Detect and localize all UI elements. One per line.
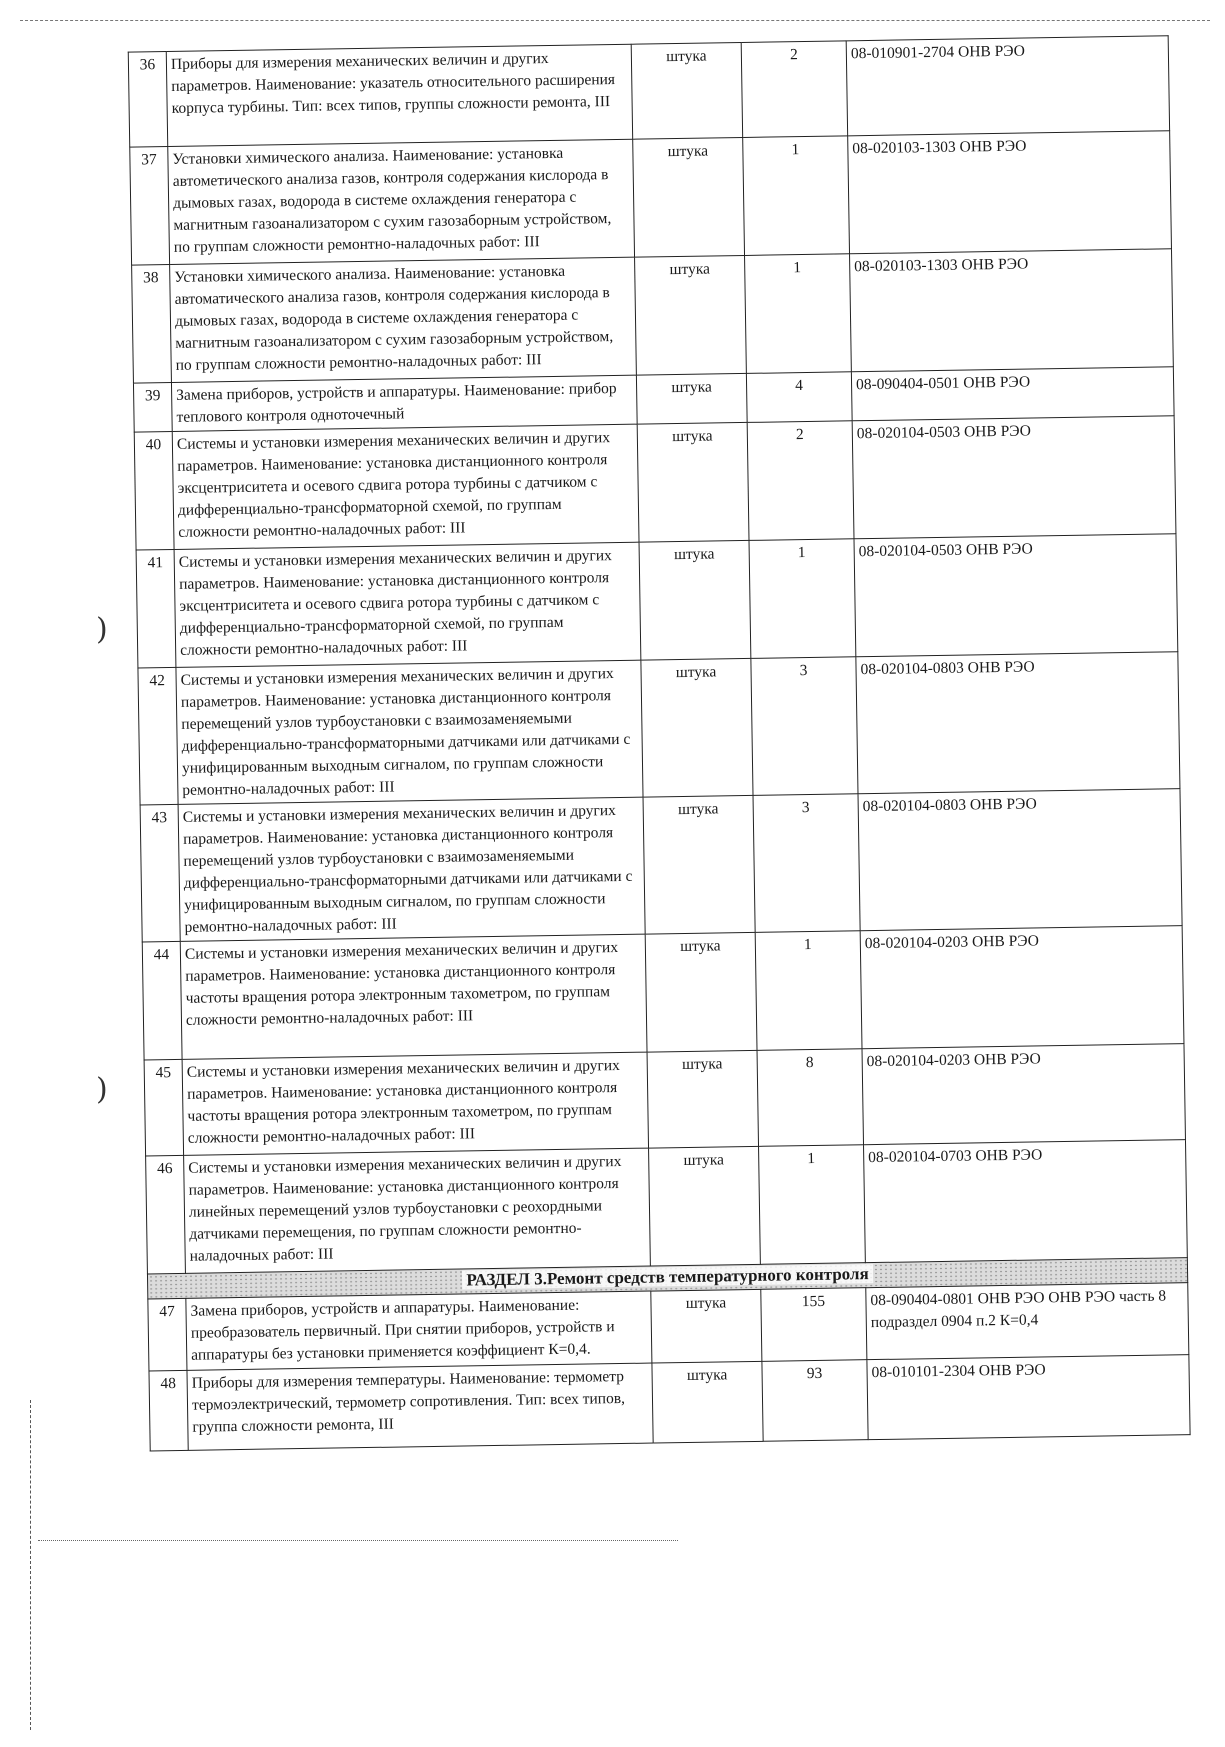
quantity: 4 [746,372,852,423]
item-description: Системы и установки измерения механических величин и других параметров. Наименование: установка дистанционного контроля линейных перемещений узлов турбоустановки с реохордными датчиками перемещения, по группам сложности ремонтно-наладочных работ: III [184,1148,651,1273]
table-row [128,36,1169,147]
quantity: 1 [759,1145,866,1265]
item-description: Замена приборов, устройств и аппаратуры. Наименование: преобразователь первичный. При снятии приборов, устройств и аппаратуры без установки применяется коэффициент К=0,4. [186,1291,652,1370]
unit-of-measure: штука [652,1361,763,1443]
row-number: 48 [149,1370,188,1451]
quantity: 1 [755,931,862,1051]
estimate-table [128,35,1191,1451]
unit-of-measure: штука [645,932,757,1052]
unit-of-measure: штука [637,422,749,542]
norm-code: 08-020103-1303 ОНВ РЭО [848,131,1172,254]
item-description: Замена приборов, устройств и аппаратуры. Наименование: прибор теплового контроля одноточечный [171,375,637,431]
scan-bracket-mark: ) [96,1072,108,1107]
quantity: 155 [761,1288,867,1362]
row-number: 43 [140,804,180,942]
table-row [134,416,1176,550]
item-description: Приборы для измерения механических величин и других параметров. Наименование: указатель относительного расширения корпуса турбины. Тип: всех типов, группы сложности ремонта, III [166,44,632,146]
row-number: 37 [130,147,170,266]
norm-code: 08-020104-0203 ОНВ РЭО [862,1044,1185,1145]
norm-code: 08-090404-0801 ОНВ РЭО ОНВ РЭО часть 8 подраздел 0904 п.2 К=0,4 [866,1283,1189,1360]
item-description: Системы и установки измерения механических величин и других параметров. Наименование: установка дистанционного контроля частоты вращения ротора электронным тахометром, по группам сложности ремонтно-наладочных работ: III [182,1052,648,1155]
norm-code: 08-010901-2704 ОНВ РЭО [846,36,1169,136]
unit-of-measure: штука [643,795,755,934]
norm-code: 08-020104-0803 ОНВ РЭО [858,789,1182,931]
unit-of-measure: штука [641,658,753,797]
row-number: 38 [132,264,172,383]
row-number: 40 [134,431,174,550]
table-row [149,1355,1190,1451]
section-title: РАЗДЕЛ 3.Ремонт средств температурного контроля [462,1264,873,1289]
table-row [130,131,1172,265]
norm-code: 08-020104-0803 ОНВ РЭО [856,652,1180,794]
unit-of-measure: штука [633,137,745,257]
row-number: 45 [144,1059,184,1156]
norm-code: 08-020104-0203 ОНВ РЭО [860,926,1184,1049]
item-description: Установки химического анализа. Наименование: установка автоматического анализа газов, контроля содержания кислорода в дымовых газах, водорода в системе охлаждения генератора с магнитным газоанализатором с сухим газозаборным устройством, по группам сложности ремонтно-наладочных работ: III [170,257,637,382]
item-description: Установки химического анализа. Наименование: установка автометического анализа газов, контроля содержания кислорода в дымовых газах, водорода в системе охлаждения генератора с магнитным газоанализатором с сухим газозаборным устройством, по группам сложности ремонтно-наладочных работ: III [168,139,635,264]
norm-code: 08-020104-0503 ОНВ РЭО [854,534,1178,657]
quantity: 1 [743,136,850,256]
table-row [146,1140,1188,1274]
item-description: Системы и установки измерения механических величин и других параметров. Наименование: установка дистанционного контроля эксцентриситета и осевого сдвига ротора турбины с датчиком с дифференциально-трансформаторной схемой, по группам сложности ремонтно-наладочных работ: III [172,424,639,549]
row-number: 36 [128,52,167,148]
table-row [144,1044,1185,1156]
table-row [136,534,1178,668]
row-number: 46 [146,1155,186,1274]
quantity: 1 [745,254,852,374]
item-description: Приборы для измерения температуры. Наименование: термометр термоэлектрический, термометр сопротивления. Тип: всех типов, группа сложности ремонта, III [187,1363,653,1450]
quantity: 8 [757,1049,863,1147]
unit-of-measure: штука [647,1050,758,1148]
row-number: 47 [148,1298,187,1371]
unit-of-measure: штука [651,1289,762,1363]
norm-code: 08-090404-0501 ОНВ РЭО [851,367,1174,421]
norm-code: 08-020104-0503 ОНВ РЭО [852,416,1176,539]
quantity: 3 [751,657,858,796]
unit-of-measure: штука [649,1146,761,1266]
scan-bracket-mark: ) [96,612,108,647]
quantity: 93 [762,1360,868,1442]
table-row [140,789,1182,942]
row-number: 42 [138,667,178,805]
row-number: 44 [142,941,182,1060]
unit-of-measure: штука [631,42,742,139]
unit-of-measure: штука [639,540,751,660]
norm-code: 08-010101-2304 ОНВ РЭО [867,1355,1190,1440]
item-description: Системы и установки измерения механических величин и других параметров. Наименование: установка дистанционного контроля эксцентриситета и осевого сдвига ротора турбины с датчиком с дифференциально-трансформаторной схемой, по группам сложности ремонтно-наладочных работ: III [174,542,641,667]
unit-of-measure: штука [635,255,747,375]
table-body-section-3 [148,1283,1190,1451]
quantity: 2 [747,421,854,541]
item-description: Системы и установки измерения механических величин и других параметров. Наименование: установка дистанционного контроля частоты вращения ротора электронным тахометром, по группам сложности ремонтно-наладочных работ: III [180,934,647,1059]
row-number: 39 [133,382,172,432]
table-row [142,926,1184,1060]
quantity: 3 [753,794,860,933]
item-description: Системы и установки измерения механических величин и других параметров. Наименование: установка дистанционного контроля перемещений узлов турбоустановки с взаимозаменяемыми дифференциально-трансформаторными датчиками или датчиками с унифицированным выходным сигналом, по группам сложности ремонтно-наладочных работ: III [176,660,643,804]
item-description: Системы и установки измерения механических величин и других параметров. Наименование: установка дистанционного контроля перемещений узлов турбоустановки с взаимозаменяемыми дифференциально-трансформаторными датчиками или датчиками с унифицированным выходным сигналом, по группам сложности ремонтно-наладочных работ: III [178,797,645,941]
quantity: 1 [749,539,856,659]
norm-code: 08-020103-1303 ОНВ РЭО [850,249,1174,372]
row-number: 41 [136,549,176,668]
table-row [132,249,1174,383]
unit-of-measure: штука [636,373,747,424]
table-row [138,652,1180,805]
quantity: 2 [741,41,847,138]
table-body-section-2 [128,36,1187,1274]
norm-code: 08-020104-0703 ОНВ РЭО [864,1140,1188,1263]
